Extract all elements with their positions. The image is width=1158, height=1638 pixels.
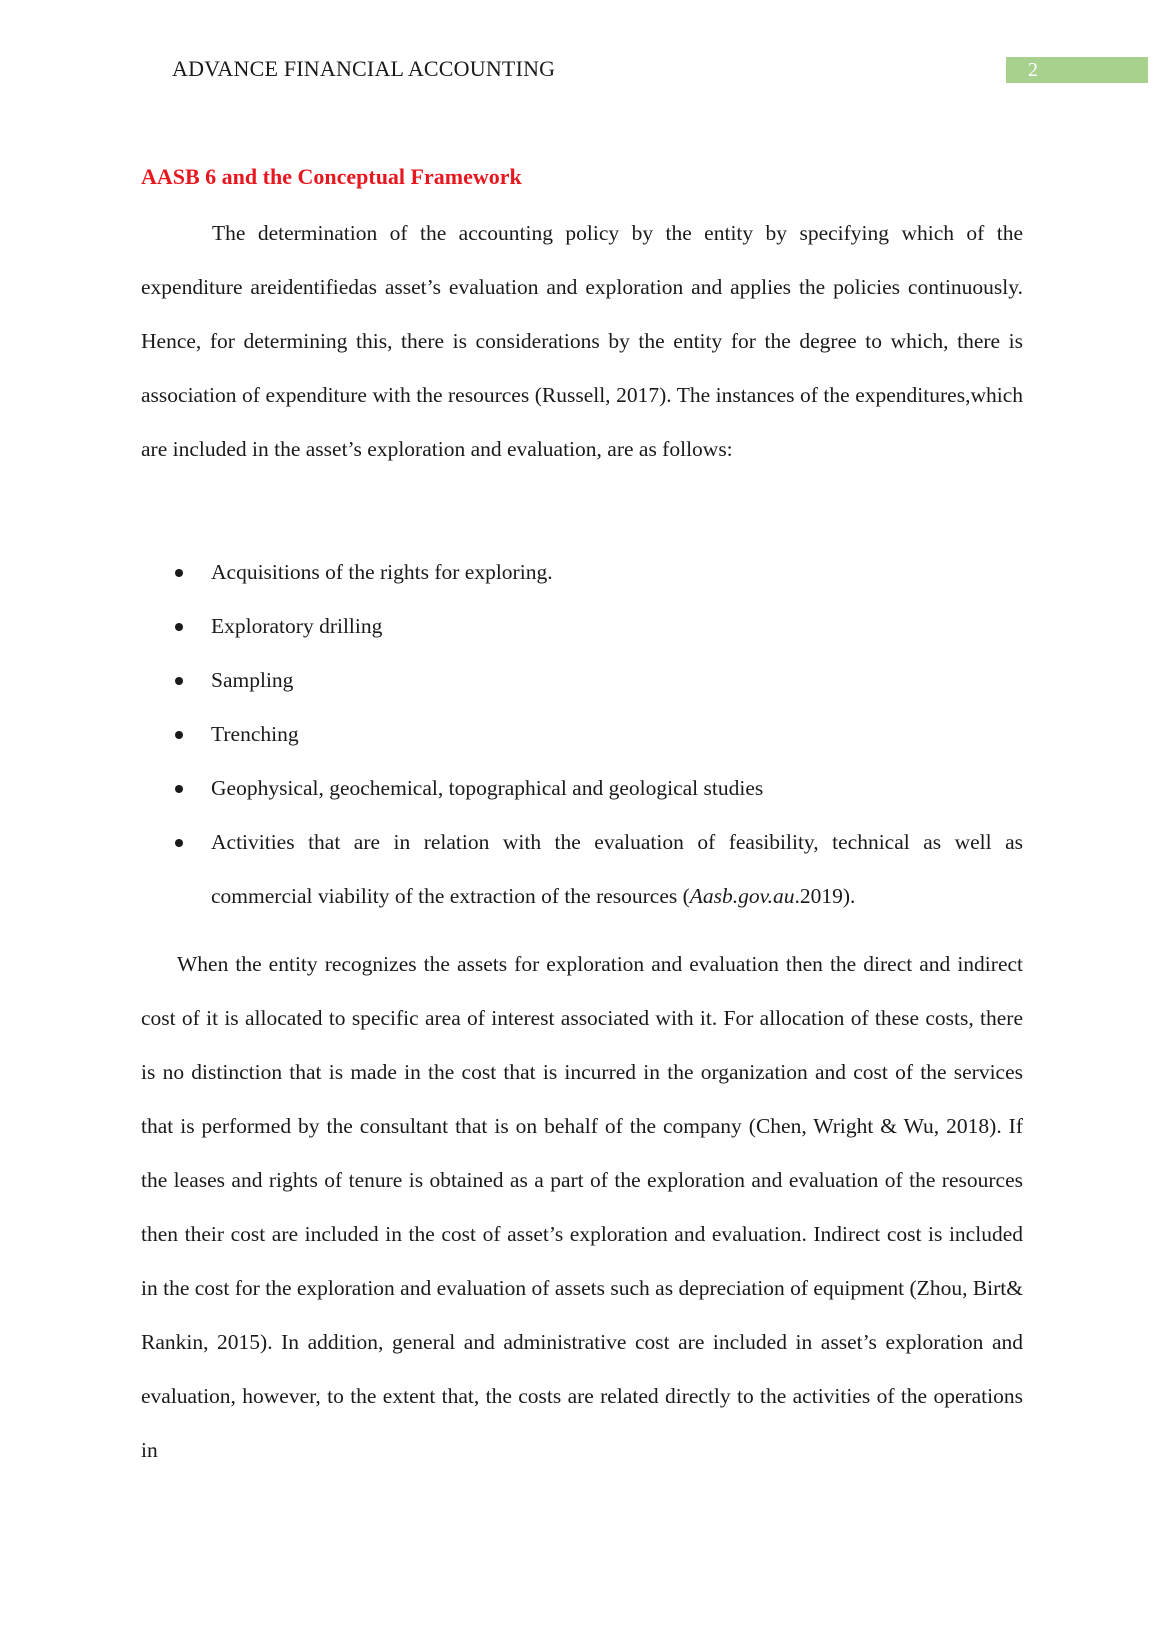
paragraph-intro: The determination of the accounting policy by the entity by specifying which of the expenditure areidentifiedas asset’s evaluation and exploration and applies the policies continuously. Hence, for determining this, there is considerations by the entity for the degree to which, there is association of expenditure with the resources (Russell, 2017). The instances of the expenditures,which are included in the asset’s exploration and evaluation, are as follows: [141,221,1023,461]
bullet-icon [175,623,183,631]
citation-source: Aasb.gov.au [689,884,795,908]
bullet-icon [175,839,183,847]
list-item [171,815,1023,923]
bullet-icon [175,677,183,685]
bullet-icon [175,731,183,739]
list-item-text: Sampling [211,668,294,692]
list-item [171,761,1023,815]
page-number-badge: 2 [1006,57,1148,83]
paragraph-costs: When the entity recognizes the assets for exploration and evaluation then the direct and indirect cost of it is allocated to specific area of interest associated with it. For allocation of these costs, there is no distinction that is made in the cost that is incurred in the organization and cost of the services that is performed by the consultant that is on behalf of the company (Chen, Wright & Wu, 2018). If the leases and rights of tenure is obtained as a part of the exploration and evaluation of the resources then their cost are included in the cost of asset’s exploration and evaluation. Indirect cost is included in the cost for the exploration and evaluation of assets such as depreciation of equipment (Zhou, Birt& Rankin, 2015). In addition, general and administrative cost are included in asset’s exploration and evaluation, however, to the extent that, the costs are related directly to the activities of the operations in [141,952,1023,1462]
list-item [171,653,1023,707]
list-item-text: Activities that are in relation with the evaluation of feasibility, technical as well as commercial viability of the extraction of the resources ( [211,830,1023,908]
list-item [171,707,1023,761]
list-item [171,599,1023,653]
list-item [171,545,1023,599]
bullet-icon [175,785,183,793]
header-title: ADVANCE FINANCIAL ACCOUNTING [172,56,556,81]
expenditure-list [171,545,1023,923]
list-item-text: Trenching [211,722,299,746]
list-item-text: Geophysical, geochemical, topographical and geological studies [211,776,764,800]
list-item-text: Exploratory drilling [211,614,383,638]
citation-year: .2019). [794,884,856,908]
bullet-icon [175,569,183,577]
section-heading: AASB 6 and the Conceptual Framework [141,164,522,189]
list-item-text: Acquisitions of the rights for exploring. [211,560,553,584]
